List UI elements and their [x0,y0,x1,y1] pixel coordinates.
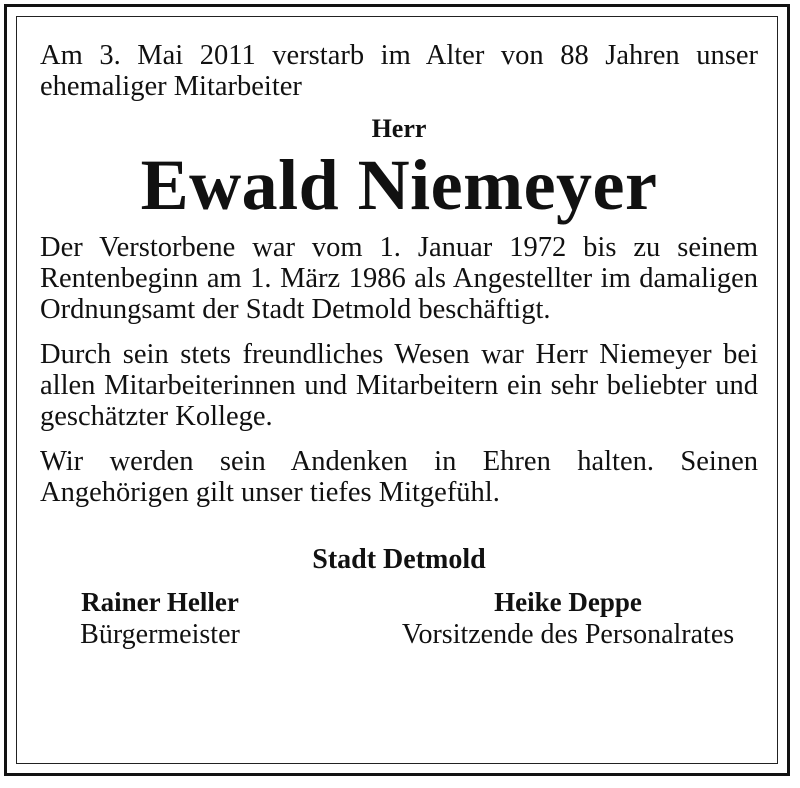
paragraph-character: Durch sein stets freundliches Wesen war Herr Niemeyer bei allen Mitarbeiterinnen und Mitarbeitern ein sehr beliebter und geschätzter Kollege. [40,339,758,432]
signers [40,586,758,658]
signer-mayor [40,586,280,652]
signer-name: Heike Deppe [494,587,642,617]
deceased-name: Ewald Niemeyer [140,145,658,225]
signer-name: Rainer Heller [81,587,239,617]
signer-staff-council [348,586,788,652]
signer-role: Bürgermeister [80,619,240,650]
organization-name: Stadt Detmold [312,544,486,575]
signer-role: Vorsitzende des Personalrates [401,619,735,650]
intro-text: Am 3. Mai 2011 verstarb im Alter von 88 Jahren unser ehemaliger Mitarbeiter [40,40,758,102]
paragraph-employment: Der Verstorbene war vom 1. Januar 1972 bis zu seinem Rentenbeginn am 1. März 1986 als Angestellter im damaligen Ordnungsamt der Stadt Detmold beschäftigt. [40,232,758,325]
paragraph-condolence: Wir werden sein Andenken in Ehren halten. Seinen Angehörigen gilt unser tiefes Mitgefühl. [40,446,758,508]
obituary-notice [40,40,758,658]
salutation: Herr [371,114,427,143]
